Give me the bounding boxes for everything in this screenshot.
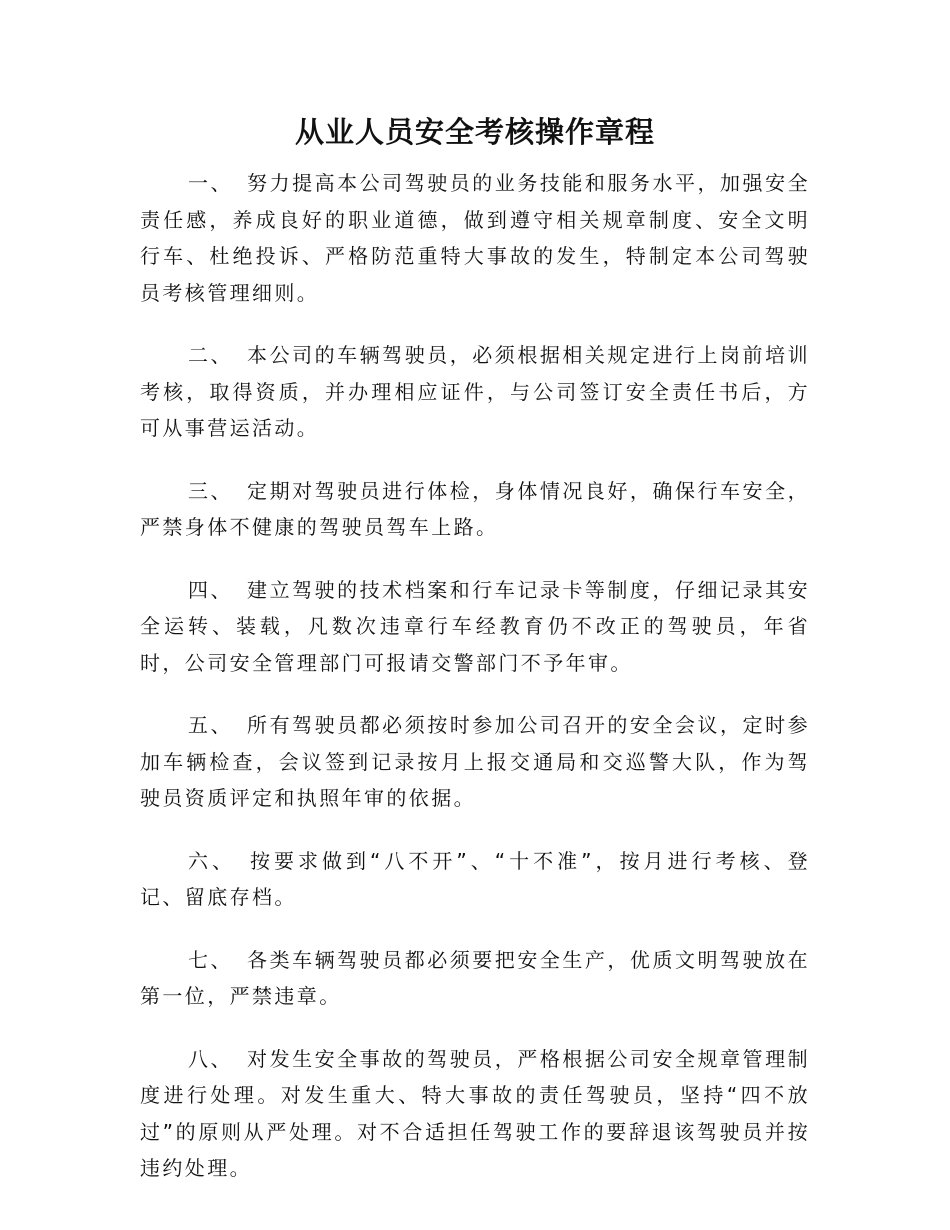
paragraph-text: 本公司的车辆驾驶员，必须根据相关规定进行上岗前培训考核，取得资质，并办理相应证件，与公司签订安全责任书后，方可从事营运活动。 [140,343,810,440]
document-title: 从业人员安全考核操作章程 [294,115,655,149]
paragraph-number: 五、 [188,713,234,737]
paragraph-number: 八、 [188,1046,234,1071]
paragraph-4 [140,572,810,682]
paragraph-8 [140,1041,810,1187]
paragraph-number: 七、 [188,947,234,972]
paragraph-6 [140,843,810,916]
paragraph-number: 二、 [188,343,234,367]
document-body [140,165,810,1213]
paragraph-2 [140,337,810,447]
paragraph-text: 建立驾驶的技术档案和行车记录卡等制度，仔细记录其安全运转、装载，凡数次违章行车经教育仍不改正的驾驶员，年省时，公司安全管理部门可报请交警部门不予年审。 [140,577,810,675]
paragraph-text: 对发生安全事故的驾驶员，严格根据公司安全规章管理制度进行处理。对发生重大、特大事故的责任驾驶员，坚持“四不放过”的原则从严处理。对不合适担任驾驶工作的要辞退该驾驶员并按违约处理。 [140,1046,810,1180]
paragraph-3 [140,473,810,546]
paragraph-number: 六、 [188,848,237,873]
paragraph-number: 三、 [188,478,234,503]
paragraph-1 [140,165,810,311]
paragraph-text: 所有驾驶员都必须按时参加公司召开的安全会议，定时参加车辆检查，会议签到记录按月上报交通局和交巡警大队，作为驾驶员资质评定和执照年审的依据。 [140,713,810,810]
paragraph-7 [140,942,810,1015]
paragraph-text: 各类车辆驾驶员都必须要把安全生产，优质文明驾驶放在第一位，严禁违章。 [140,947,810,1008]
paragraph-text: 定期对驾驶员进行体检，身体情况良好，确保行车安全，严禁身体不健康的驾驶员驾车上路。 [140,478,810,539]
paragraph-5 [140,707,810,817]
paragraph-text: 按要求做到“八不开”、“十不准”，按月进行考核、登记、留底存档。 [140,848,810,909]
paragraph-text: 努力提高本公司驾驶员的业务技能和服务水平，加强安全责任感，养成良好的职业道德，做到遵守相关规章制度、安全文明行车、杜绝投诉、严格防范重特大事故的发生，特制定本公司驾驶员考核管理细则。 [140,171,810,305]
paragraph-number: 一、 [188,171,234,195]
paragraph-number: 四、 [188,577,234,602]
